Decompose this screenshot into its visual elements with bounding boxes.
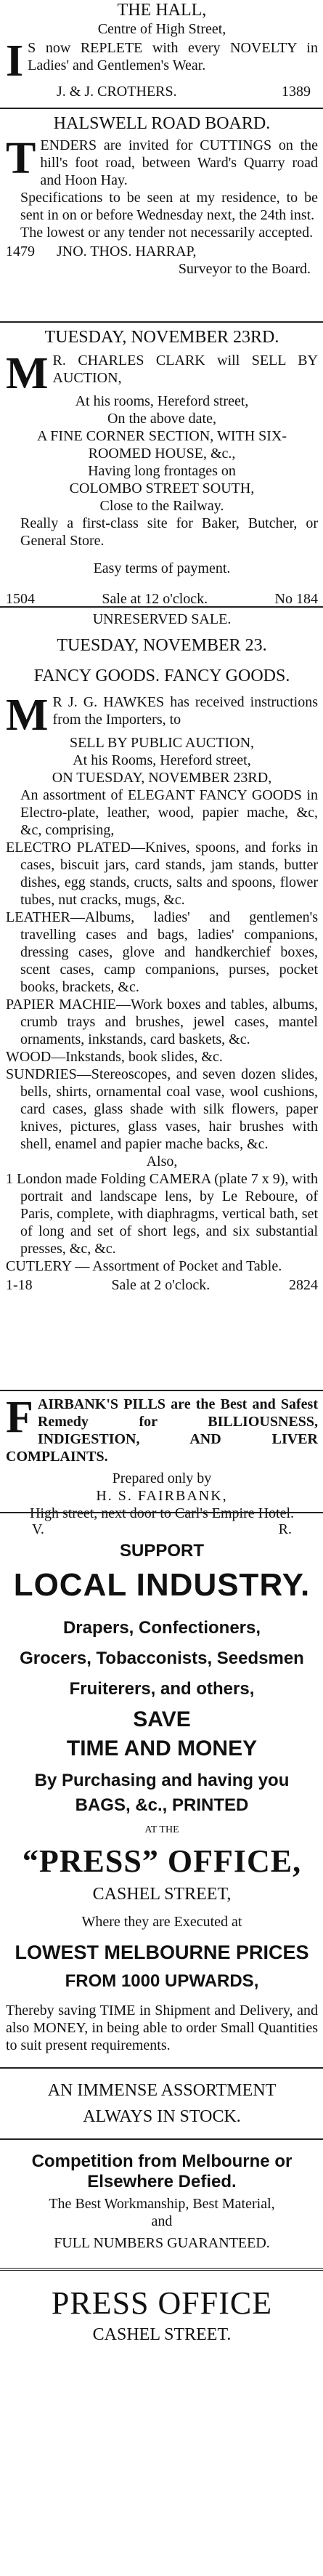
press-by-purchasing: By Purchasing and having you bbox=[34, 1771, 290, 1790]
halswell-title: HALSWELL ROAD BOARD. bbox=[53, 114, 271, 133]
hawkes-sundries: SUNDRIES—Stereoscopes, and seven dozen slides, bells, shirts, ornamental coal vase, wool cushions, card cases, glass shade with silk flowers, paper knives, pictures, glass vases, hair brushes with shell, enamel and papier mache backs, &c. bbox=[6, 1066, 318, 1152]
hall-number: 1389 bbox=[282, 84, 311, 100]
clark-lead-block bbox=[6, 349, 318, 398]
hawkes-lead-block bbox=[6, 691, 318, 740]
hawkes-electro: ELECTRO PLATED—Knives, spoons, and forks in cases, biscuit jars, card stands, jam stands, butter dishes, egg stands, cructs, salts and spoons, flower tubes, nut cracks, mugs, &c. bbox=[6, 840, 318, 908]
hawkes-drop-cap: M bbox=[6, 691, 49, 740]
halswell-body-block bbox=[6, 134, 318, 189]
divider bbox=[0, 108, 323, 109]
fairbank-lead: AIRBANK'S PILLS are the Best and Safest Remedy for BILLIOUSNESS, INDIGESTION, AND LIVER COMPLAINTS. bbox=[6, 1396, 318, 1465]
hall-subtitle: Centre of High Street, bbox=[97, 21, 226, 37]
clark-footer-right: No 184 bbox=[274, 591, 318, 607]
hawkes-footer bbox=[6, 1276, 318, 1294]
fairbank-prepared: Prepared only by bbox=[112, 1470, 212, 1486]
clark-line1: At his rooms, Hereford street, bbox=[75, 393, 249, 409]
clark-line4: Having long frontages on bbox=[88, 463, 236, 479]
clark-footer-left: 1504 bbox=[6, 591, 35, 607]
halswell-ad bbox=[6, 113, 318, 278]
press-line2: Grocers, Tobacconists, Seedsmen bbox=[20, 1649, 304, 1668]
clark-drop-cap: M bbox=[6, 349, 49, 398]
press-bags: BAGS, &c., PRINTED bbox=[75, 1795, 249, 1815]
press-vr-row bbox=[6, 1521, 318, 1538]
clark-line7: Really a first-class site for Baker, Butcher, or General Store. bbox=[20, 515, 318, 549]
clark-lead: R. CHARLES CLARK will SELL BY AUCTION, bbox=[52, 353, 318, 386]
clark-footer-mid: Sale at 12 o'clock. bbox=[102, 591, 208, 607]
press-cashel: CASHEL STREET, bbox=[92, 1885, 232, 1904]
hall-signature-row bbox=[6, 80, 318, 100]
fairbank-address: High street, next door to Carl's Empire Hotel. bbox=[29, 1505, 295, 1521]
hawkes-cutlery: CUTLERY — Assortment of Pocket and Table. bbox=[6, 1258, 282, 1274]
press-always: ALWAYS IN STOCK. bbox=[83, 2107, 241, 2126]
press-at-the: AT THE bbox=[144, 1824, 179, 1835]
halswell-body: ENDERS are invited for CUTTINGS on the hill's foot road, between Ward's Quarry road and Hoon Hay. bbox=[40, 137, 318, 188]
clark-line6: Close to the Railway. bbox=[99, 498, 224, 514]
hall-body-block bbox=[6, 36, 318, 86]
press-office-footer: PRESS OFFICE bbox=[51, 2285, 273, 2321]
halswell-drop-cap: T bbox=[6, 134, 36, 183]
press-thereby: Thereby saving TIME in Shipment and Delivery, and also MONEY, in being able to order Small Quantities to suit present requirements. bbox=[6, 2003, 318, 2053]
hawkes-camera: 1 London made Folding CAMERA (plate 7 x 9), with portrait and landscape lens, by Le Reboure, of Paris, complete, with diaphragms, vertical bath, set of long and set of short legs, and six substantial presses, &c, &c. bbox=[6, 1171, 318, 1257]
press-r: R. bbox=[278, 1521, 292, 1537]
halswell-para3: The lowest or any tender not necessarily accepted. bbox=[20, 225, 314, 241]
halswell-signature-name: JNO. THOS. HARRAP, bbox=[57, 243, 197, 259]
hawkes-on: ON TUESDAY, NOVEMBER 23RD, bbox=[52, 770, 272, 786]
press-support: SUPPORT bbox=[119, 1541, 204, 1561]
clark-date: TUESDAY, NOVEMBER 23RD. bbox=[44, 328, 279, 347]
hall-ad bbox=[6, 0, 318, 100]
press-office-street: CASHEL STREET. bbox=[92, 2325, 232, 2344]
divider bbox=[0, 2067, 323, 2069]
divider bbox=[0, 1390, 323, 1391]
halswell-signature-row bbox=[6, 243, 318, 260]
press-v: V. bbox=[32, 1521, 44, 1537]
press-lowest: LOWEST MELBOURNE PRICES bbox=[15, 1941, 309, 1963]
clark-ad bbox=[6, 327, 318, 608]
hawkes-ad bbox=[6, 611, 318, 1294]
hawkes-date: TUESDAY, NOVEMBER 23. bbox=[57, 636, 267, 655]
divider bbox=[0, 1512, 323, 1513]
press-best: The Best Workmanship, Best Material, bbox=[49, 2196, 275, 2212]
press-line1: Drapers, Confectioners, bbox=[62, 1618, 261, 1638]
clark-line3: A FINE CORNER SECTION, WITH SIX-ROOMED HOUSE, &c., bbox=[36, 428, 287, 462]
press-office-title: “PRESS” OFFICE, bbox=[22, 1843, 302, 1879]
divider bbox=[0, 606, 323, 608]
fairbank-drop-cap: F bbox=[6, 1393, 33, 1442]
hawkes-wood: WOOD—Inkstands, book slides, &c. bbox=[6, 1049, 223, 1065]
press-from: FROM 1000 UPWARDS, bbox=[65, 1971, 259, 1991]
hawkes-footer-mid: Sale at 2 o'clock. bbox=[111, 1277, 210, 1293]
hall-title: THE HALL, bbox=[117, 1, 207, 20]
press-full: FULL NUMBERS GUARANTEED. bbox=[54, 2235, 270, 2251]
hawkes-assort: An assortment of ELEGANT FANCY GOODS in Electro-plate, leather, wood, papier mache, &c, &c, comprising, bbox=[20, 787, 318, 838]
clark-line5: COLOMBO STREET SOUTH, bbox=[69, 480, 255, 496]
hawkes-papier: PAPIER MACHIE—Work boxes and tables, albums, crumb trays and brushes, jewel cases, mantel ornaments, inkstands, card baskets, &c. bbox=[6, 997, 318, 1047]
halswell-number: 1479 bbox=[6, 243, 35, 259]
clark-terms: Easy terms of payment. bbox=[93, 560, 231, 576]
clark-footer bbox=[6, 590, 318, 608]
press-immense: AN IMMENSE ASSORTMENT bbox=[47, 2081, 277, 2100]
halswell-para2: Specifications to be seen at my residence, to be sent in on or before Wednesday next, the 24th inst. bbox=[20, 190, 318, 223]
fairbank-ad bbox=[6, 1393, 318, 1522]
hawkes-fancy: FANCY GOODS. FANCY GOODS. bbox=[33, 667, 290, 685]
divider bbox=[0, 321, 323, 323]
hall-drop-cap: I bbox=[6, 36, 24, 86]
clark-line2: On the above date, bbox=[107, 411, 216, 427]
hawkes-footer-left: 1-18 bbox=[6, 1277, 33, 1293]
press-competition: Competition from Melbourne or Elsewhere Defied. bbox=[31, 2152, 293, 2191]
hall-body: S now REPLETE with every NOVELTY in Ladies' and Gentlemen's Wear. bbox=[28, 40, 318, 73]
hawkes-lead: R J. G. HAWKES has received instructions from the Importers, to bbox=[52, 694, 318, 728]
press-local: LOCAL INDUSTRY. bbox=[13, 1567, 311, 1603]
hawkes-sell: SELL BY PUBLIC AUCTION, bbox=[69, 735, 255, 751]
hawkes-heading: UNRESERVED SALE. bbox=[92, 611, 232, 627]
press-save: SAVE bbox=[133, 1707, 191, 1731]
hall-signature: J. & J. CROTHERS. bbox=[57, 84, 177, 100]
press-time-money: TIME AND MONEY bbox=[66, 1736, 258, 1760]
halswell-signature-role: Surveyor to the Board. bbox=[178, 261, 311, 277]
hawkes-rooms: At his Rooms, Hereford street, bbox=[73, 752, 251, 768]
press-ad bbox=[6, 1521, 318, 2345]
press-where: Where they are Executed at bbox=[81, 1914, 242, 1930]
divider bbox=[0, 2138, 323, 2140]
fairbank-name: H. S. FAIRBANK, bbox=[96, 1488, 228, 1504]
press-line3: Fruiterers, and others, bbox=[69, 1679, 255, 1699]
divider bbox=[0, 2268, 323, 2271]
press-and: and bbox=[151, 2213, 173, 2229]
fairbank-lead-block bbox=[6, 1393, 318, 1465]
hawkes-also: Also, bbox=[146, 1154, 178, 1170]
hawkes-footer-right: 2824 bbox=[288, 1277, 318, 1293]
hawkes-leather: LEATHER—Albums, ladies' and gentlemen's travelling cases and bags, ladies' companions, dressing cases, glove and handkerchief boxes, scent cases, camp companions, purses, pocket books, brackets, &c. bbox=[6, 909, 318, 995]
